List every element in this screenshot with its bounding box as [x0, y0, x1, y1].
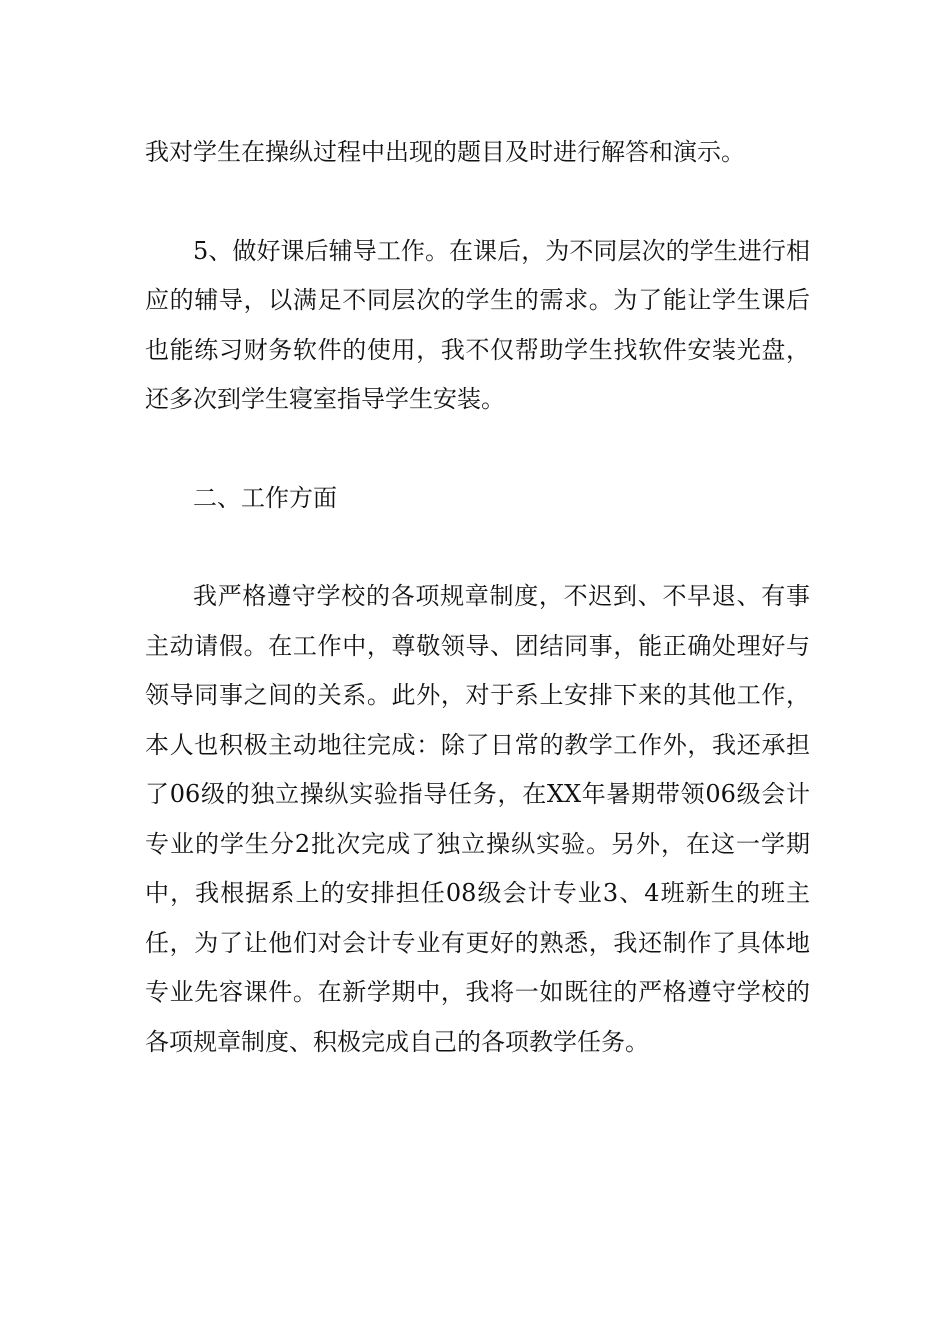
document-body — [145, 128, 810, 1067]
paragraph-after-class-tutoring: 5、做好课后辅导工作。在课后，为不同层次的学生进行相应的辅导，以满足不同层次的学生的需求。为了能让学生课后也能练习财务软件的使用，我不仅帮助学生找软件安装光盘，还多次到学生寝室指导学生安装。 — [145, 236, 810, 413]
paragraph-work-details: 我严格遵守学校的各项规章制度，不迟到、不早退、有事主动请假。在工作中，尊敬领导、团结同事，能正确处理好与领导同事之间的关系。此外，对于系上安排下来的其他工作，本人也积极主动地往完成：除了日常的教学工作外，我还承担了06级的独立操纵实验指导任务，在XX年暑期带领06级会计专业的学生分2批次完成了独立操纵实验。另外，在这一学期中，我根据系上的安排担任08级会计专业3、4班新生的班主任，为了让他们对会计专业有更好的熟悉，我还制作了具体地专业先容课件。在新学期中，我将一如既往的严格遵守学校的各项规章制度、积极完成自己的各项教学任务。 — [145, 582, 810, 1056]
paragraph-continuation: 我对学生在操纵过程中出现的题目及时进行解答和演示。 — [145, 138, 745, 166]
section-heading-work: 二、工作方面 — [193, 483, 337, 512]
